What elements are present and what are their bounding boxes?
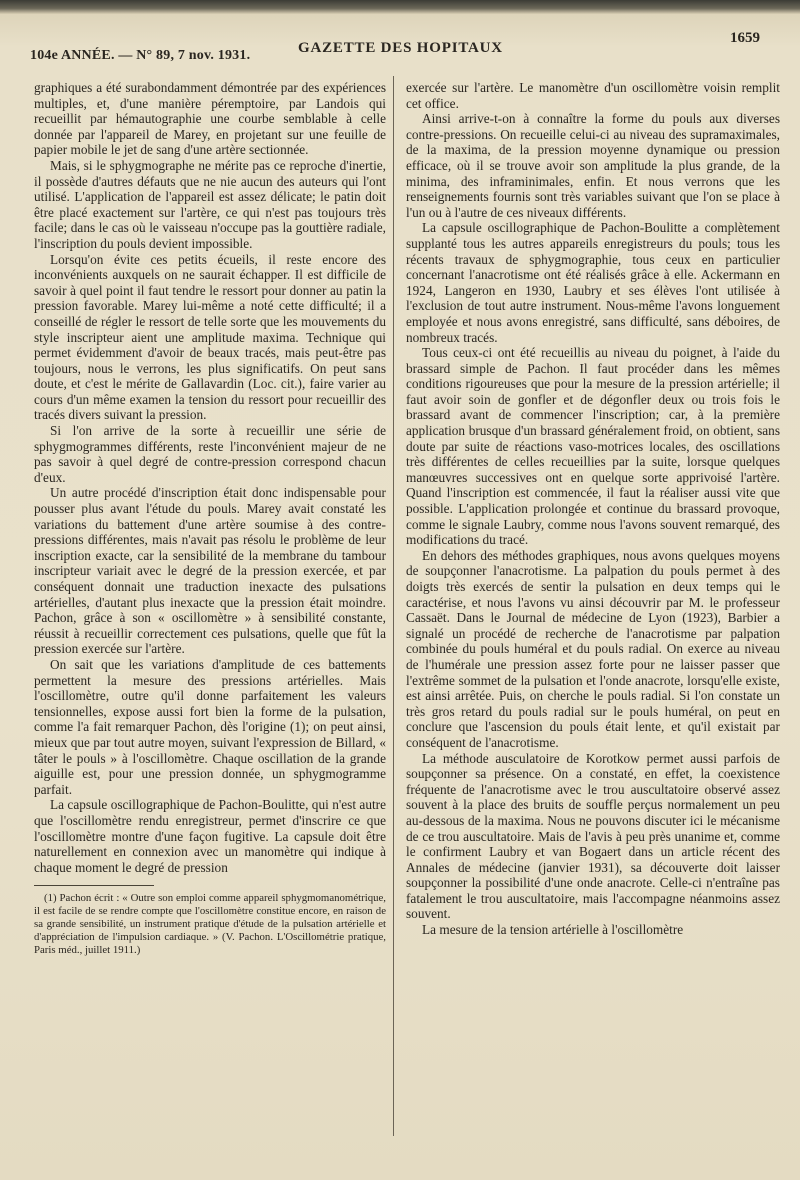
paragraph: Lorsqu'on évite ces petits écueils, il reste encore des inconvénients auxquels on ne saurait échapper. Il est difficile de savoir à quel point il faut tendre le ressort pour donner au patin la pression favorable. Marey lui-même a noté cette difficulté; il a conseillé de régler le ressort de telle sorte que les mouvements du style inscripteur aient une amplitude maxima. Technique qui permet évidemment d'avoir de beaux tracés, mais peut-être pas toujours, nous le verrons, les plus significatifs. On peut sans doute, et c'est le mérite de Gallavardin (Loc. cit.), faire varier au cours d'un même examen la tension du ressort pour recueillir des tracés divers suivant la pression. — [34, 251, 386, 423]
footnote-rule — [34, 885, 154, 886]
journal-title: GAZETTE DES HOPITAUX — [298, 40, 503, 56]
column-divider — [393, 76, 394, 1136]
page-number: 1659 — [730, 30, 760, 46]
paragraph: La capsule oscillographique de Pachon-Boulitte, qui n'est autre que l'oscillomètre rendu enregistreur, permet d'inscrire ce que l'oscillomètre montre d'une façon fugitive. La capsule doit être naturellement en connexion avec un manomètre qui indique à chaque moment le degré de pression — [34, 797, 386, 875]
paragraph: graphiques a été surabondamment démontrée par des expériences multiples, et, d'une manière péremptoire, par Landois qui recueillit par hémautographie une courbe semblable à celle donnée par l'appareil de Marey, en projetant sur une feuille de papier mobile le jet de sang d'une artère sectionnée. — [34, 80, 386, 158]
running-header — [30, 30, 760, 70]
right-column — [406, 80, 780, 1160]
paragraph: On sait que les variations d'amplitude de ces battements permettent la mesure des pressions artérielles. Mais l'oscillomètre, outre qu'il donne parfaitement les valeurs tensionnelles, expose aussi fort bien la forme de la pulsation, comme l'a fait remarquer Pachon, dès l'origine (1); on peut ainsi, mieux que par tout autre moyen, suivant l'expression de Billard, « tâter le pouls » à l'oscillomètre. Chaque oscillation de la grande aiguille est, pour une pression donnée, un sphygmogramme parfait. — [34, 656, 386, 797]
paragraph: exercée sur l'artère. Le manomètre d'un oscillomètre voisin remplit cet office. — [406, 80, 780, 111]
issue-info: 104e ANNÉE. — N° 89, 7 nov. 1931. — [30, 48, 251, 63]
paragraph: Si l'on arrive de la sorte à recueillir une série de sphygmogrammes différents, reste l'inconvénient majeur de ne pas savoir à quel degré de contre-pression correspond chacun d'eux. — [34, 423, 386, 485]
paragraph: Mais, si le sphygmographe ne mérite pas ce reproche d'inertie, il possède d'autres défauts que ne nie aucun des auteurs qui l'ont utilisé. L'application de l'appareil est assez délicate; le patin doit être placé exactement sur l'artère, ce qui n'est pas toujours très facile; dans le cas où le vaisseau n'occupe pas la gouttière radiale, l'inscription du pouls devient impossible. — [34, 157, 386, 251]
paragraph: Un autre procédé d'inscription était donc indispensable pour pousser plus avant l'étude du pouls. Marey avait constaté les variations du battement d'une artère soumise à des contre-pressions différentes, mais n'avait pas résolu le problème de leur inscription exacte, car la sensibilité de la membrane du tambour inscripteur variait avec le degré de la pression exercée, et par conséquent donnait une traduction inexacte des pulsations artérielles, d'autant plus inexacte que la pression était moindre. Pachon, grâce à son « oscillomètre » à sensibilité constante, réussit à recueillir correctement ces pulsations, quelle que fût la pression exercée sur l'artère. — [34, 485, 386, 657]
paragraph: En dehors des méthodes graphiques, nous avons quelques moyens de soupçonner l'anacrotisme. La palpation du pouls permet à des doigts très exercés de sentir la pulsation en deux temps qui le caractérise, et nous l'avons vu ainsi découvrir par M. le professeur Cassaët. Dans le Journal de médecine de Lyon (1923), Barbier a signalé un procédé de recherche de l'anacrotisme par palpation combinée du pouls huméral et du pouls radial. On exerce au niveau de l'humérale une pression assez forte pour ne laisser passer que l'extrême sommet de la pulsation et l'onde anacrote, lorsqu'elle existe, est ainsi arrêtée. Puis, on cherche le pouls radial. Si l'on constate un très gros retard du pouls radial sur le pouls huméral, on peut en conclure que l'ascension du pouls était lente, et qu'il existait par conséquent de l'anacrotisme. — [406, 547, 780, 750]
left-column — [34, 80, 386, 1160]
paragraph: La méthode ausculatoire de Korotkow permet aussi parfois de soupçonner sa présence. On a constaté, en effet, la coexistence fréquente de l'anacrotisme avec le trou auscultatoire observé assez souvent à la place des bruits de souffle perçus normalement un peu au-dessous de la maxima. Nous ne pouvons discuter ici le mécanisme de ce trou auscultatoire. Mais de l'avis à peu près unanime et, comme le confirment Laubry et van Bogaert dans un article récent des Annales de médecine (janvier 1931), sa découverte doit laisser soupçonner la possibilité d'une onde anacrote. Celle-ci n'entraîne pas fatalement le trou auscultatoire, mais l'accompagne néanmoins assez souvent. — [406, 750, 780, 922]
paragraph: Ainsi arrive-t-on à connaître la forme du pouls aux diverses contre-pressions. On recueille celui-ci au niveau des supramaximales, de la maxima, de la pression moyenne dynamique ou pression efficace, où il se trouve avoir son amplitude la plus grande, de la minima, des inframinimales, enfin. Et nous verrons que les renseignements fournis sont très variables suivant que l'on se place à l'un ou à l'autre de ces niveaux différents. — [406, 111, 780, 220]
paragraph: Tous ceux-ci ont été recueillis au niveau du poignet, à l'aide du brassard simple de Pachon. Il faut procéder dans les mêmes conditions rigoureuses que pour la mesure de la pression artérielle; il faut avoir soin de gonfler et de dégonfler deux ou trois fois le brassard avant de commencer l'inscription; car, à la première application brusque d'un brassard généralement froid, on obtient, sans doute par suite de réactions vaso-motrices locales, des oscillations très différentes de celles recueillies par la suite, lorsque quelques manœuvres successives ont en quelque sorte apprivoisé l'artère. Quand l'inscription est commencée, il faut la réaliser aussi vite que possible. L'application prolongée et continue du brassard provoque, comme le signale Laubry, comme nous l'avons souvent remarqué, des modifications du tracé. — [406, 345, 780, 548]
section-start: La mesure de la tension artérielle à l'oscillomètre — [422, 922, 684, 938]
page-edge-shadow — [0, 0, 800, 14]
footnote-text: (1) Pachon écrit : « Outre son emploi comme appareil sphygmomanométrique, il est facile de se rendre compte que l'oscillomètre constitue encore, en raison de sa grande sensibilité, un instrument pratique d'étude de la pulsation artérielle et d'appréciation de l'impulsion cardiaque. » (V. Pachon. L'Oscillométrie pratique, Paris méd., juillet 1911.) — [34, 892, 386, 957]
footnote — [34, 892, 386, 957]
paragraph: La capsule oscillographique de Pachon-Boulitte a complètement supplanté tous les autres appareils enregistreurs du pouls; tous les récents travaux de sphygmographie, tous ceux en particulier concernant l'anacrotisme ont été réalisés grâce à elle. Ackermann en 1924, Langeron en 1930, Laubry et ses élèves l'ont utilisée à l'exclusion de tout autre instrument. Nous-même l'avons longuement employée et nous avons enregistré, sans difficulté, sans déboires, de nombreux tracés. — [406, 220, 780, 345]
